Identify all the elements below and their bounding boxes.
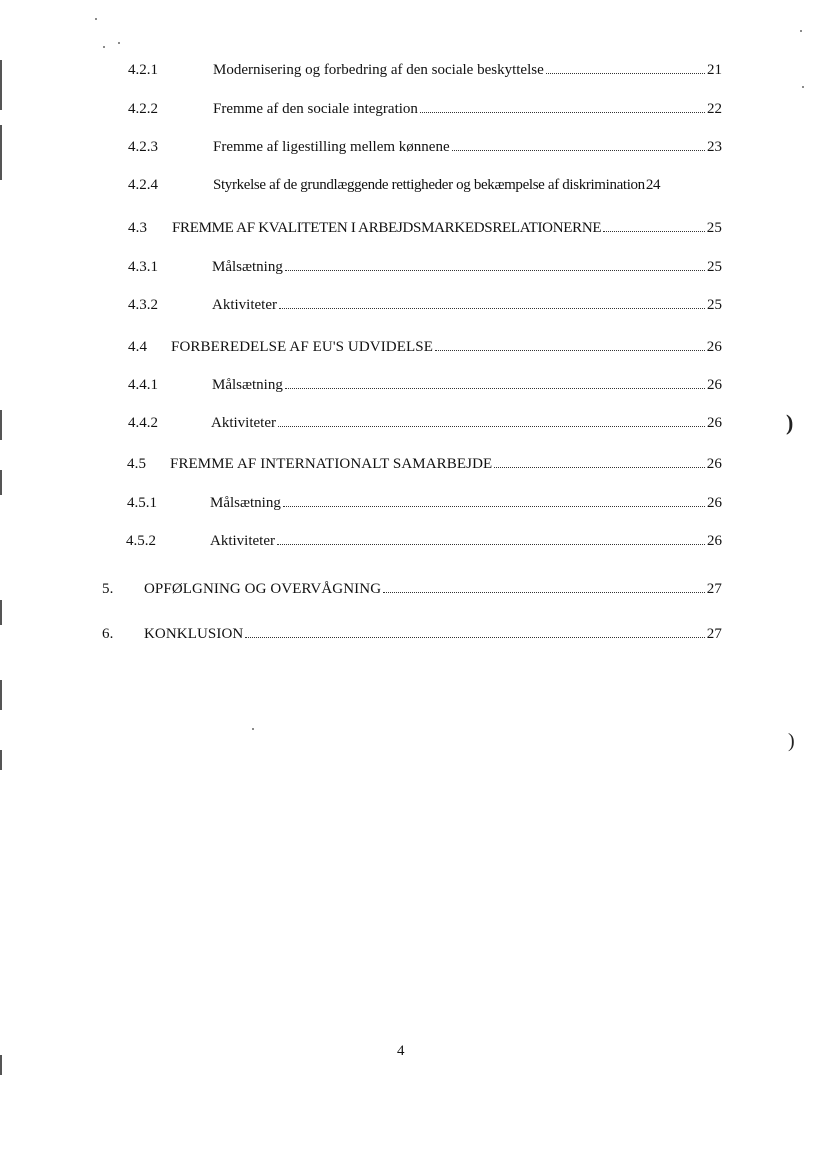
scan-speck: [800, 30, 802, 32]
toc-entry-title: KONKLUSION: [144, 626, 244, 642]
toc-entry-number: 4.3: [128, 220, 148, 236]
toc-dot-leader: [420, 100, 705, 113]
toc-entry-title: Målsætning: [210, 495, 281, 511]
scan-speck: [95, 18, 97, 20]
toc-entry-number: 4.3.1: [128, 259, 158, 275]
toc-entry-number: 4.3.2: [128, 297, 158, 313]
toc-entry-title: Styrkelse af de grundlæggende rettigheder og bekæmpelse af diskrimination: [213, 177, 645, 193]
toc-dot-leader: [603, 219, 705, 232]
toc-entry[interactable]: [128, 138, 722, 156]
toc-entry-page: 25: [707, 259, 722, 275]
page-number: 4: [397, 1043, 405, 1059]
toc-dot-leader: [279, 296, 705, 309]
toc-dot-leader: [283, 494, 705, 507]
toc-entry-page: 27: [706, 581, 722, 597]
toc-entry[interactable]: [128, 258, 722, 276]
toc-dot-leader: [546, 61, 705, 74]
scan-speck: [252, 728, 254, 730]
toc-entry-number: 4.4.1: [128, 377, 158, 393]
toc-entry-title: Målsætning: [212, 259, 283, 275]
toc-dot-leader: [452, 138, 705, 151]
toc-entry-title: Fremme af ligestilling mellem kønnene: [213, 139, 450, 155]
toc-entry-page: 26: [706, 339, 722, 355]
toc-entry-title: Modernisering og forbedring af den sociale beskyttelse: [213, 62, 544, 78]
toc-dot-leader: [278, 414, 705, 427]
toc-entry-number: 4.4: [128, 339, 148, 355]
toc-entry[interactable]: [126, 532, 722, 550]
toc-entry-title: Aktiviteter: [210, 533, 275, 549]
toc-entry-page: 22: [707, 101, 722, 117]
toc-entry-number: 5.: [102, 581, 114, 597]
margin-paren-mark: ): [788, 730, 795, 752]
toc-entry-page: 26: [707, 495, 722, 511]
toc-entry-number: 4.2.4: [128, 177, 158, 193]
toc-entry[interactable]: [128, 296, 722, 314]
toc-entry-title: Aktiviteter: [211, 415, 276, 431]
scan-edge-mark: [0, 750, 2, 770]
toc-entry-number: 4.5.2: [126, 533, 156, 549]
toc-entry[interactable]: [128, 376, 722, 394]
toc-entry-page: 27: [706, 626, 722, 642]
scan-edge-mark: [0, 680, 2, 710]
toc-entry-page: 26: [706, 456, 722, 472]
toc-entry-title: FREMME AF INTERNATIONALT SAMARBEJDE: [170, 456, 493, 472]
toc-entry-title: Aktiviteter: [212, 297, 277, 313]
toc-chapter[interactable]: [102, 580, 722, 598]
toc-dot-leader: [285, 376, 705, 389]
toc-entry[interactable]: [128, 414, 722, 432]
toc-entry-title: Fremme af den sociale integration: [213, 101, 418, 117]
toc-entry-title: OPFØLGNING OG OVERVÅGNING: [144, 581, 382, 597]
toc-entry[interactable]: [128, 176, 728, 194]
scan-speck: [802, 86, 804, 88]
toc-entry-number: 6.: [102, 626, 114, 642]
toc-entry-number: 4.5: [127, 456, 147, 472]
scan-speck: [103, 46, 105, 48]
toc-entry[interactable]: [128, 100, 722, 118]
toc-entry-page: 26: [707, 533, 722, 549]
toc-section[interactable]: [128, 219, 722, 237]
toc-section[interactable]: [128, 338, 722, 356]
scan-edge-mark: [0, 410, 2, 440]
toc-section[interactable]: [127, 455, 722, 473]
toc-entry-title: FREMME AF KVALITETEN I ARBEJDSMARKEDSRELATIONERNE: [172, 220, 602, 236]
toc-dot-leader: [245, 625, 704, 638]
toc-dot-leader: [277, 532, 705, 545]
toc-entry-number: 4.2.2: [128, 101, 158, 117]
scan-edge-mark: [0, 60, 2, 110]
scan-edge-mark: [0, 125, 2, 180]
scan-edge-mark: [0, 600, 2, 625]
toc-entry-page: 26: [707, 377, 722, 393]
toc-dot-leader: [383, 580, 705, 593]
toc-chapter[interactable]: [102, 625, 722, 643]
toc-dot-leader: [285, 258, 705, 271]
toc-entry[interactable]: [128, 61, 722, 79]
toc-dot-leader: [435, 338, 705, 351]
toc-entry[interactable]: [127, 494, 722, 512]
toc-entry-page: 25: [706, 220, 722, 236]
margin-paren-mark: ): [786, 410, 794, 435]
toc-entry-page: 24: [645, 177, 661, 193]
toc-entry-title: Målsætning: [212, 377, 283, 393]
toc-entry-number: 4.5.1: [127, 495, 157, 511]
toc-entry-number: 4.2.3: [128, 139, 158, 155]
toc-entry-title: FORBEREDELSE AF EU'S UDVIDELSE: [171, 339, 433, 355]
toc-entry-number: 4.2.1: [128, 62, 158, 78]
toc-entry-page: 26: [707, 415, 722, 431]
scan-edge-mark: [0, 470, 2, 495]
toc-entry-page: 23: [707, 139, 722, 155]
toc-entry-page: 25: [707, 297, 722, 313]
toc-entry-page: 21: [707, 62, 722, 78]
toc-dot-leader: [494, 455, 705, 468]
toc-entry-number: 4.4.2: [128, 415, 158, 431]
scan-edge-mark: [0, 1055, 2, 1075]
scan-speck: [118, 42, 120, 44]
